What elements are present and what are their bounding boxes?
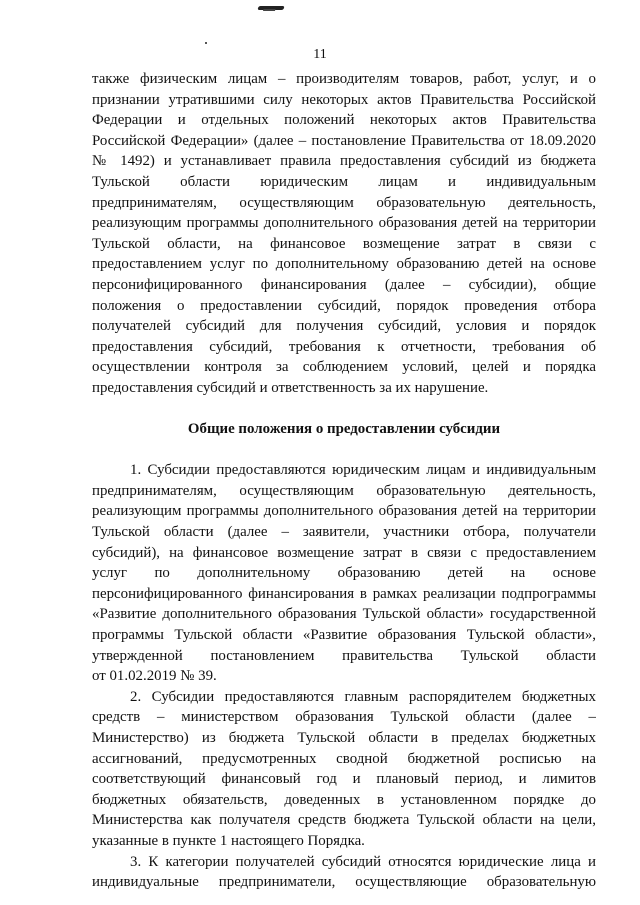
text-line: 1. Субсидии предоставляются юридическим лицам и индивидуальным bbox=[130, 462, 596, 479]
text-line: 3. К категории получателей субсидий относятся юридические лица и bbox=[130, 853, 596, 870]
text-line: предпринимателям, осуществляющим образовательную деятельность, bbox=[92, 482, 596, 499]
intro-paragraph bbox=[92, 69, 596, 399]
text-line: персонифицированного финансирования (далее – субсидии), общие bbox=[92, 276, 596, 293]
spacer bbox=[92, 440, 596, 461]
text-line: предоставления субсидий, требования к отчетности, требования об bbox=[92, 338, 596, 355]
text-line: средств – министерством образования Тульской области (далее – bbox=[92, 709, 596, 726]
text-line: ассигнований, предусмотренных сводной бюджетной росписью на bbox=[92, 750, 596, 767]
text-line: также физическим лицам – производителям товаров, работ, услуг, и о bbox=[92, 71, 596, 87]
text-line: услуг по дополнительному образованию детей на основе bbox=[92, 565, 596, 582]
text-line: субсидий), на финансовое возмещение затрат в связи с предоставлением bbox=[92, 544, 596, 561]
text-line: 2. Субсидии предоставляются главным распорядителем бюджетных bbox=[130, 688, 596, 705]
text-line: № 1492) и устанавливает правила предоставления субсидий из бюджета bbox=[92, 153, 596, 170]
text-line: Тульской области юридическим лицам и индивидуальным bbox=[92, 173, 596, 190]
text-line: Министерство) из бюджета Тульской области в пределах бюджетных bbox=[92, 730, 596, 746]
paragraph-2 bbox=[92, 687, 596, 852]
section-heading: Общие положения о предоставлении субсидии bbox=[187, 421, 501, 438]
scan-artifact bbox=[257, 6, 284, 10]
text-line: Министерства как получателя средств бюджета Тульской области на цели, bbox=[92, 812, 596, 829]
scan-dot bbox=[205, 42, 207, 44]
text-line: получателей субсидий для получения субсидий, условия и порядок bbox=[92, 318, 596, 335]
text-line: персонифицированного финансирования в рамках реализации подпрограммы bbox=[92, 585, 596, 602]
text-line: положения о предоставлении субсидий, порядок проведения отбора bbox=[92, 297, 596, 314]
spacer bbox=[92, 399, 596, 420]
paragraph-1 bbox=[92, 460, 596, 687]
text-line: признании утратившими силу некоторых актов Правительства Российской bbox=[92, 91, 596, 108]
text-line: осуществлении контроля за соблюдением условий, целей и порядка bbox=[92, 359, 596, 376]
document-body bbox=[92, 69, 596, 893]
text-line: бюджетных обязательств, доведенных в установленном порядке до bbox=[92, 791, 596, 808]
text-line: «Развитие дополнительного образования Тульской области» государственной bbox=[92, 606, 596, 623]
text-line: предоставления субсидий и ответственность за их нарушение. bbox=[92, 379, 489, 396]
text-line: Федерации и отдельных положений некоторых актов Правительства bbox=[92, 112, 596, 129]
text-line: реализующим программы дополнительного образования детей на территории bbox=[92, 215, 596, 232]
text-line: утвержденной постановлением правительства Тульской области bbox=[92, 647, 596, 664]
text-line: от 01.02.2019 № 39. bbox=[92, 668, 217, 685]
text-line: предпринимателям, осуществляющим образовательную деятельность, bbox=[92, 194, 596, 211]
text-line: предоставлением услуг по дополнительному образованию детей на основе bbox=[92, 256, 596, 273]
page-number: 11 bbox=[313, 47, 327, 62]
text-line: индивидуальные предприниматели, осуществляющие образовательную bbox=[92, 874, 596, 891]
text-line: Тульской области (далее – заявители, участники отбора, получатели bbox=[92, 524, 596, 541]
text-line: Российской Федерации» (далее – постановление Правительства от 18.09.2020 bbox=[92, 132, 596, 149]
text-line: программы Тульской области «Развитие образования Тульской области», bbox=[92, 627, 596, 644]
text-line: реализующим программы дополнительного образования детей на территории bbox=[92, 503, 596, 520]
text-line: соответствующий финансовый год и плановый период, и лимитов bbox=[92, 771, 596, 788]
text-line: Тульской области, на финансовое возмещение затрат в связи с bbox=[92, 235, 596, 252]
text-line: указанные в пункте 1 настоящего Порядка. bbox=[92, 832, 365, 849]
paragraph-3 bbox=[92, 852, 596, 893]
